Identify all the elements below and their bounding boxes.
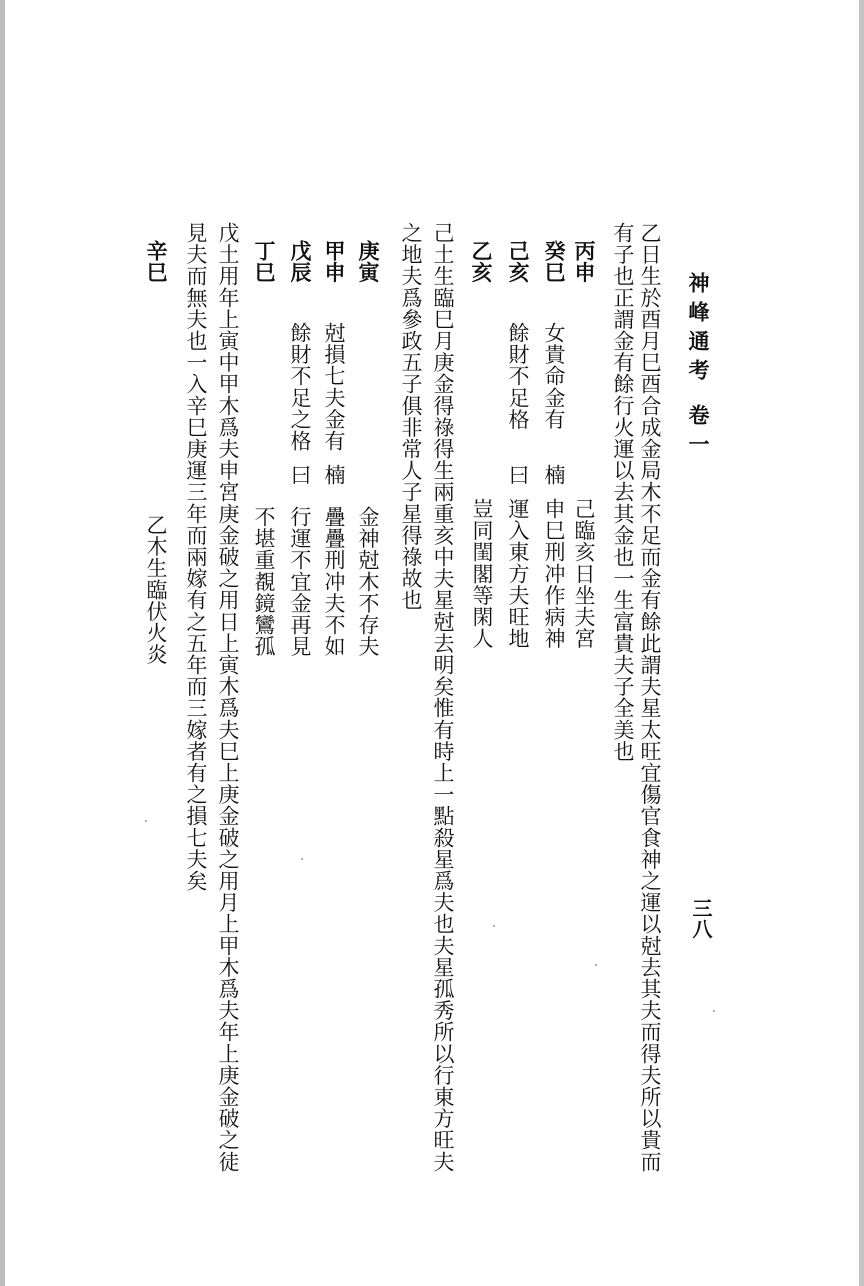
chart-note-female-noble: 女貴命金有 bbox=[542, 322, 566, 430]
pillar-day-2: 戊辰 bbox=[288, 240, 313, 284]
verse-line-2: 申巳刑冲作病神 bbox=[542, 498, 566, 650]
pillar-year-2: 庚寅 bbox=[356, 240, 381, 284]
verse-line-5: 金神尅木不存夫 bbox=[356, 506, 380, 658]
verse-line-9: 乙木生臨伏火炎 bbox=[144, 514, 168, 666]
book-title: 神峰通考 bbox=[686, 272, 711, 388]
pillar-day: 己亥 bbox=[506, 240, 531, 284]
verse-line-1: 己臨亥日坐夫宮 bbox=[572, 498, 596, 650]
chart-note-yue: 曰 bbox=[506, 464, 530, 486]
scan-speck bbox=[713, 1010, 715, 1012]
page-number: 三八 bbox=[689, 898, 713, 940]
verse-line-3: 運入東方夫旺地 bbox=[506, 498, 530, 650]
pillar-month: 癸巳 bbox=[542, 240, 567, 284]
chart-note-wealth-2: 餘財不足之格 bbox=[288, 322, 312, 452]
text-column-3: 己土生臨巳月庚金得祿得生兩重亥中夫星尅去明矣惟有時上一點殺星爲夫也夫星孤秀所以行東方旺夫 bbox=[431, 222, 455, 1173]
text-column-6: 見夫而無夫也一入辛巳庚運三年而兩嫁有之五年而三嫁者有之損七夫矣 bbox=[184, 222, 208, 892]
scan-right-edge bbox=[859, 0, 864, 1286]
text-column-4: 之地夫爲參政五子俱非常人子星得祿故也 bbox=[399, 222, 423, 611]
chart-note-nan-2: 楠 bbox=[322, 464, 346, 486]
volume-label: 卷一 bbox=[686, 404, 711, 462]
book-page bbox=[5, 0, 859, 1286]
text-column-1: 乙日生於酉月巳酉合成金局木不足而金有餘此謂夫星太旺宜傷官食神之運以尅去其夫而得夫所以貴而 bbox=[638, 222, 662, 1173]
pillar-hour-2: 丁巳 bbox=[252, 240, 277, 284]
verse-line-7: 行運不宜金再見 bbox=[288, 506, 312, 658]
chart-note-wealth: 餘財不足格 bbox=[506, 322, 530, 430]
scan-speck bbox=[145, 820, 147, 822]
verse-line-4: 豈同閨閣等閑人 bbox=[470, 498, 494, 650]
verse-line-6: 疊疊刑冲夫不如 bbox=[322, 506, 346, 658]
text-column-2: 有子也正謂金有餘行火運以去其金也一生富貴夫子全美也 bbox=[611, 222, 635, 762]
chart-note-overcome: 尅損七夫金有 bbox=[322, 322, 346, 452]
pillar-year-3: 辛巳 bbox=[144, 240, 169, 284]
pillar-month-2: 甲申 bbox=[322, 240, 347, 284]
scan-speck bbox=[301, 858, 303, 860]
chart-note-yue-2: 曰 bbox=[288, 464, 312, 486]
text-column-5: 戊土用年上寅中甲木爲夫申宮庚金破之用日上寅木爲夫巳上庚金破之用月上甲木爲夫年上庚金破之徒 bbox=[216, 222, 240, 1173]
verse-line-8: 不堪重覩鏡鸞孤 bbox=[252, 506, 276, 658]
scan-speck bbox=[493, 925, 495, 927]
scan-speck bbox=[595, 964, 597, 966]
chart-note-nan: 楠 bbox=[542, 464, 566, 486]
pillar-year: 丙申 bbox=[572, 240, 597, 284]
pillar-hour: 乙亥 bbox=[469, 240, 494, 284]
